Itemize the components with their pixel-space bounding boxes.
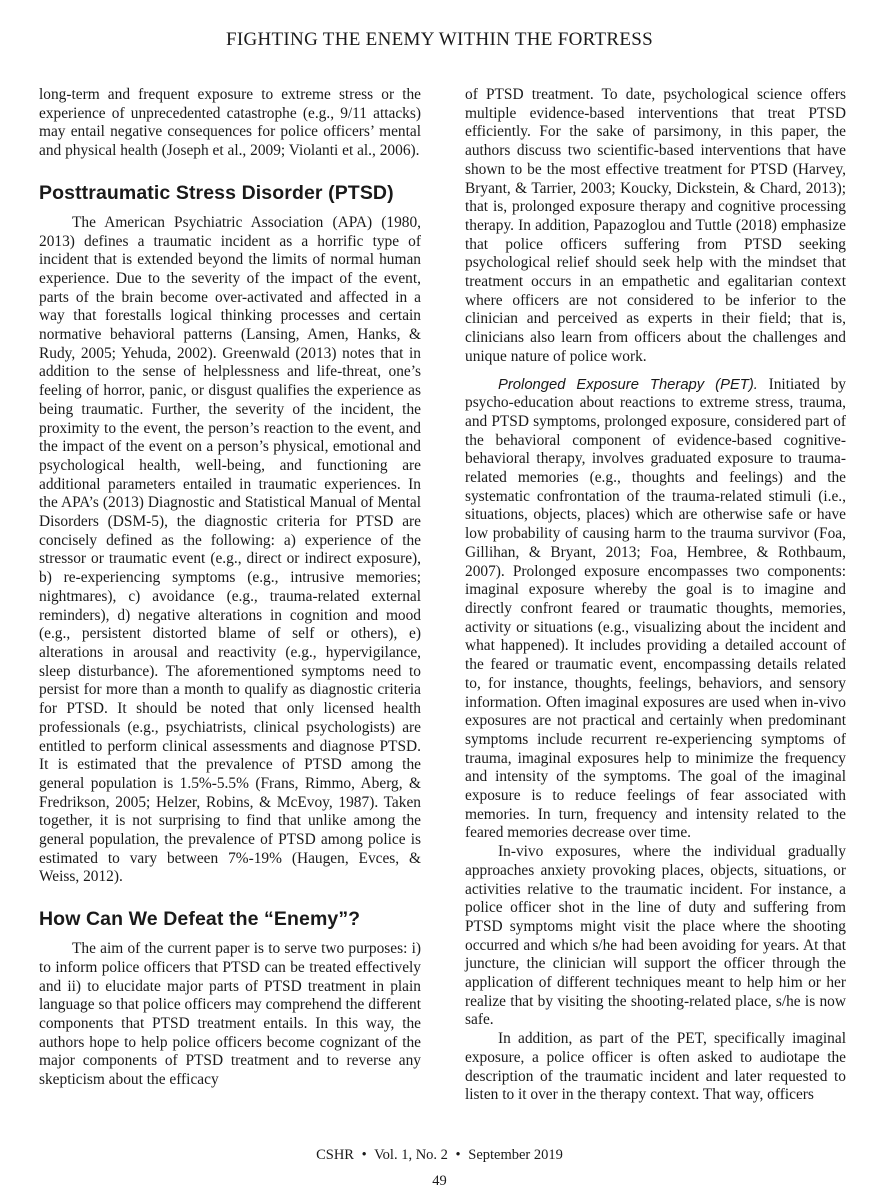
running-head: FIGHTING THE ENEMY WITHIN THE FORTRESS — [225, 29, 653, 50]
section-heading-defeat-enemy: How Can We Defeat the “Enemy”? — [39, 908, 361, 931]
invivo-paragraph: In-vivo exposures, where the individual gradually approaches anxiety provoking places, objects, situations, or activities relative to the traumatic incident. For instance, a police officer shot in the line of duty and suffering from PTSD symptoms might visit the place where the shooting occurred and which s/he had been avoiding for years. At that juncture, the clinician will support the officer through the application of different techniques meant to help him or her realize that by visiting the shooting-related place, s/he is now safe. — [465, 843, 846, 1029]
audiotape-paragraph: In addition, as part of the PET, specifically imaginal exposure, a police officer is often asked to audiotape the description of the traumatic incident and later requested to listen to it over in the therapy context. That way, officers — [465, 1030, 846, 1104]
bullet-separator: • — [361, 1147, 367, 1163]
ptsd-paragraph: The American Psychiatric Association (APA) (1980, 2013) defines a traumatic incident as a horrific type of incident that is extended beyond the limits of normal human experience. Due to the severity of the impact of the event, parts of the brain become over-activated and affected in a way that forestalls logical thinking processes and certain normative behavioral patterns (Lansing, Amen, Hanks, & Rudy, 2005; Yehuda, 2002). Greenwald (2013) notes that in addition to the sense of helplessness and life-threat, one’s feeling of horror, panic, or disgust qualifies the experience as being traumatic. Further, the severity of the incident, the proximity to the event, the person’s reaction to the event, and the impact of the event on a person’s physical, emotional and psychological health, well-being, and functioning are additional parameters entailed in traumatic experiences. In the APA’s (2013) Diagnostic and Statistical Manual of Mental Disorders (DSM-5), the diagnostic criteria for PTSD are concisely defined as the following: a) experience of the stressor or traumatic event (e.g., direct or indirect exposure), b) re-experiencing symptoms (e.g., intrusive memories; nightmares), c) avoidance (e.g., trauma-related external reminders), d) negative alterations in cognition and mood (e.g., persistent distorted blame of self or others), e) alterations in arousal and reactivity (e.g., hypervigilance, sleep disturbance). The aforementioned symptoms need to persist for more than a month to qualify as diagnostic criteria for PTSD. It should be noted that only licensed health professionals (e.g., psychiatrists, clinical psychologists) are entitled to perform clinical assessments and diagnose PTSD. It is estimated that the prevalence of PTSD among the general population is 1.5%-5.5% (Frans, Rimmo, Aberg, & Fredrikson, 2005; Helzer, Robins, & McEvoy, 1987). Taken together, it is not surprising to find that unlike among the general population, the prevalence of PTSD among police is estimated to vary between 7%-19% (Haugen, Evces, & Weiss, 2012). — [39, 213, 421, 886]
pet-paragraph — [465, 376, 846, 844]
left-column — [39, 86, 421, 1090]
pet-subheading: Prolonged Exposure Therapy (PET). — [498, 376, 758, 393]
journal-date: September 2019 — [468, 1147, 563, 1163]
enemy-paragraph: The aim of the current paper is to serve two purposes: i) to inform police officers that PTSD can be treated effectively and ii) to elucidate major parts of PTSD treatment in plain language so that police officers may comprehend the different components that PTSD treatment entails. In this way, the authors hope to help police officers become cognizant of the major components of PTSD treatment and to reverse any skepticism about the efficacy — [39, 940, 421, 1089]
journal-footer — [0, 1146, 879, 1164]
intro-paragraph: long-term and frequent exposure to extreme stress or the experience of unprecedented catastrophe (e.g., 9/11 attacks) may entail negative consequences for police officers’ mental and physical health (Joseph et al., 2009; Violanti et al., 2006). — [39, 86, 421, 160]
journal-name: CSHR — [316, 1147, 354, 1163]
pet-paragraph-text: Initiated by psycho-education about reactions to extreme stress, trauma, and PTSD symptoms, prolonged exposure, considered part of the behavioral component of evidence-based cognitive-behavioral therapy, involves graduated exposure to trauma-related memories (e.g., thoughts and feelings) and the systematic confrontation of the trauma-related stimuli (i.e., situations, objects, places) which are otherwise safe or have low probability of causing harm to the trauma survivor (Foa, Gillihan, & Bryant, 2013; Foa, Hembree, & Rothbaum, 2007). Prolonged exposure encompasses two components: imaginal exposure whereby the goal is to imagine and directly confront feared or traumatic thoughts, memories, activity or situations (e.g., visualizing about the incident and what happened). It includes providing a detailed account of the feared or traumatic event, encompassing details related to, for instance, thoughts, feelings, behaviors, and sensory information. Often imaginal exposures are used when in-vivo exposures are not practical and certainly when predominant symptoms include recurrent re-experiencing symptoms of trauma, imaginal exposures help to minimize the frequency and intensity of the symptoms. The goal of the imaginal exposure is to reduce feelings of fear associated with memories. In turn, frequency and intensity related to the feared memories decrease over time. — [465, 375, 846, 842]
section-heading-ptsd: Posttraumatic Stress Disorder (PTSD) — [39, 181, 394, 204]
continuation-paragraph: of PTSD treatment. To date, psychological science offers multiple evidence-based interventions that treat PTSD efficiently. For the sake of parsimony, in this paper, the authors discuss two scientific-based interventions that have shown to be the most effective treatment for PTSD (Harvey, Bryant, & Tarrier, 2003; Koucky, Dickstein, & Chard, 2013); that is, prolonged exposure therapy and cognitive processing therapy. In addition, Papazoglou and Tuttle (2018) emphasize that police officers suffering from PTSD seeking psychological relief should seek help with the mindset that treatment occurs in an empathetic and egalitarian context where officers are not considered to be inferior to the clinician and perceived as experts in their field; that is, clinicians also learn from officers about the challenges and unique nature of police work. — [465, 86, 846, 365]
bullet-separator: • — [455, 1147, 461, 1163]
page-number: 49 — [432, 1173, 447, 1189]
right-column — [465, 86, 846, 1105]
journal-volume: Vol. 1, No. 2 — [374, 1147, 448, 1163]
